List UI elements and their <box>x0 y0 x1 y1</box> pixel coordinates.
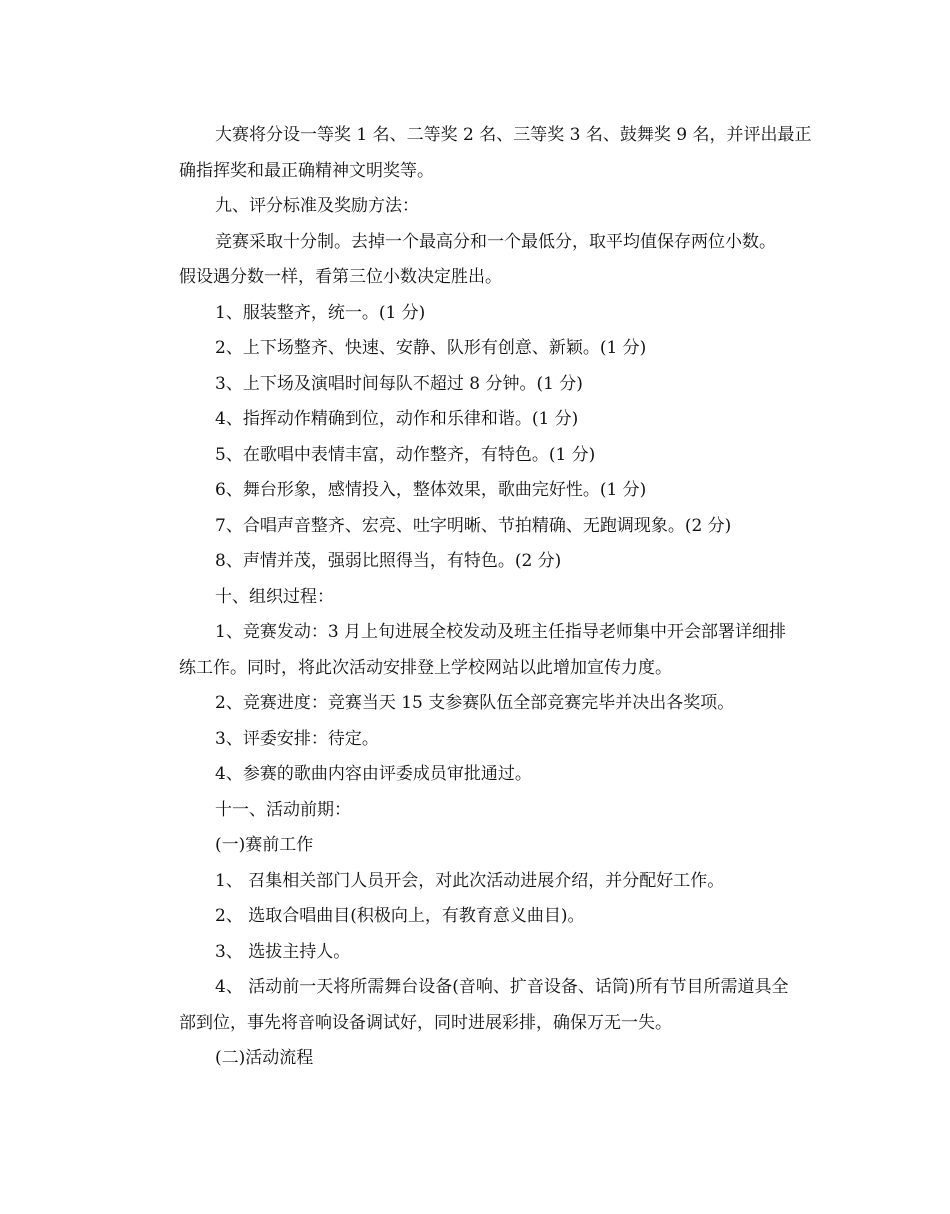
text-line: 5、在歌唱中表情丰富，动作整齐，有特色。(1 分) <box>215 444 596 465</box>
process-item-2 <box>143 686 808 722</box>
text-line: 1、 召集相关部门人员开会，对此次活动进展介绍，并分配好工作。 <box>215 870 725 891</box>
pre-event-item-4 <box>143 970 808 1041</box>
text-line: 2、 选取合唱曲目(积极向上，有教育意义曲目)。 <box>215 906 585 926</box>
text-line: 3、评委安排：待定。 <box>215 728 379 749</box>
text-line: 1、服装整齐，统一。(1 分) <box>215 302 426 323</box>
text-line: 4、参赛的歌曲内容由评委成员审批通过。 <box>215 764 532 784</box>
text-line: 竞赛采取十分制。去掉一个最高分和一个最低分，取平均值保存两位小数。 <box>215 231 776 252</box>
text-line: 4、 活动前一天将所需舞台设备(音响、扩音设备、话筒)所有节目所需道具全 <box>215 977 789 997</box>
section-heading-9 <box>143 189 808 225</box>
text-line: 2、上下场整齐、快速、安静、队形有创意、新颖。(1 分) <box>215 338 647 358</box>
section-heading-11 <box>143 793 808 829</box>
process-item-1 <box>143 615 808 686</box>
section-heading-10 <box>143 580 808 616</box>
text-line: 3、上下场及演唱时间每队不超过 8 分钟。(1 分) <box>215 373 583 394</box>
text-line: 8、声情并茂，强弱比照得当，有特色。(2 分) <box>215 551 562 571</box>
text-line: 4、指挥动作精确到位，动作和乐律和谐。(1 分) <box>215 409 579 429</box>
scoring-item-6 <box>143 473 808 509</box>
document-body <box>143 118 812 1077</box>
text-line: 部到位，事先将音响设备调试好，同时进展彩排，确保万无一失。 <box>179 1012 672 1033</box>
pre-event-item-1 <box>143 864 808 900</box>
text-line: 确指挥奖和最正确精神文明奖等。 <box>179 160 434 181</box>
paragraph-scoring-rule <box>143 225 808 296</box>
scoring-item-8 <box>143 544 808 580</box>
pre-event-item-2 <box>143 899 808 935</box>
scoring-item-7 <box>143 509 808 545</box>
text-line: 7、合唱声音整齐、宏亮、吐字明晰、节拍精确、无跑调现象。(2 分) <box>215 515 732 536</box>
text-line: 1、竞赛发动：3 月上旬进展全校发动及班主任指导老师集中开会部署详细排 <box>215 622 787 642</box>
text-line: 练工作。同时，将此次活动安排登上学校网站以此增加宣传力度。 <box>179 657 672 678</box>
subheading-pre-event <box>143 828 808 864</box>
scoring-item-1 <box>143 296 808 332</box>
scoring-item-3 <box>143 367 808 403</box>
text-line: 假设遇分数一样，看第三位小数决定胜出。 <box>179 267 502 287</box>
process-item-4 <box>143 757 808 793</box>
paragraph-awards <box>143 118 812 189</box>
subheading-event-flow <box>143 1041 808 1077</box>
pre-event-item-3 <box>143 935 808 971</box>
text-line: 6、舞台形象，感情投入，整体效果，歌曲完好性。(1 分) <box>215 480 647 500</box>
scoring-item-4 <box>143 402 808 438</box>
text-line: (一)赛前工作 <box>215 835 314 855</box>
process-item-3 <box>143 722 808 758</box>
text-line: 大赛将分设一等奖 1 名、二等奖 2 名、三等奖 3 名、鼓舞奖 9 名，并评出最正 <box>215 125 812 145</box>
scoring-item-5 <box>143 438 808 474</box>
text-line: (二)活动流程 <box>215 1048 314 1068</box>
text-line: 九、评分标准及奖励方法： <box>215 196 419 216</box>
text-line: 十一、活动前期： <box>215 799 351 820</box>
scoring-item-2 <box>143 331 808 367</box>
text-line: 2、竞赛进度：竞赛当天 15 支参赛队伍全部竞赛完毕并决出各奖项。 <box>215 693 735 713</box>
text-line: 十、组织过程： <box>215 586 334 607</box>
text-line: 3、 选拔主持人。 <box>215 941 351 962</box>
